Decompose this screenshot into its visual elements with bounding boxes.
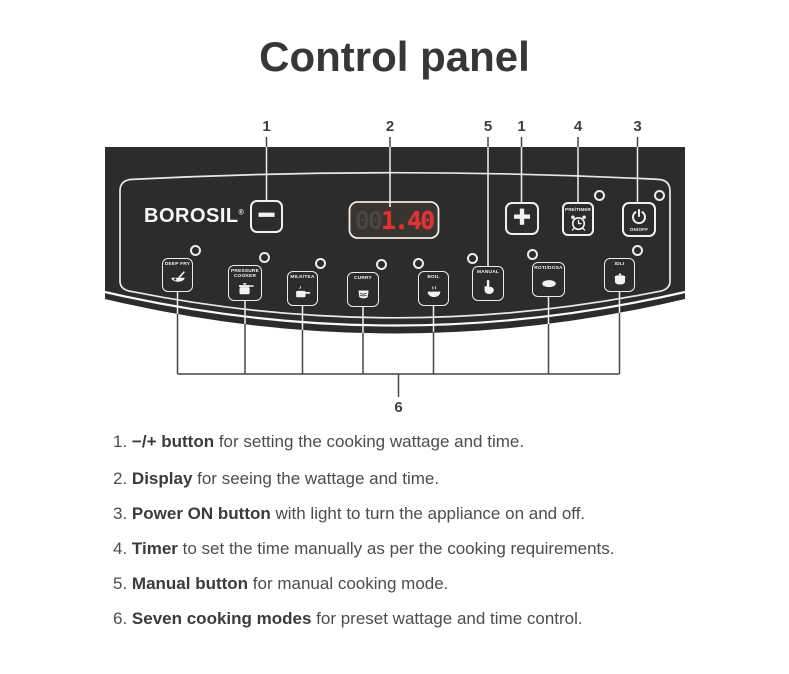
legend-item-5 (113, 574, 448, 594)
display (352, 203, 436, 237)
mode-led-indicator (376, 259, 387, 270)
legend-bold: −/+ button (131, 432, 215, 451)
legend-num: 5. (113, 574, 128, 593)
legend-num: 1. (113, 432, 128, 451)
legend-num: 6. (113, 609, 128, 628)
legend-bold: Power ON button (131, 504, 271, 523)
mode-button-label: MANUAL (477, 269, 499, 275)
mode-button-label: PRESSURE COOKER (231, 268, 259, 280)
plus-icon: + (512, 204, 532, 230)
legend-num: 4. (113, 539, 128, 558)
mode-led-indicator (315, 258, 326, 269)
mode-led-indicator (632, 245, 643, 256)
legend-item-1 (113, 432, 524, 452)
brand-text: BOROSIL (144, 205, 239, 227)
legend-item-2 (113, 469, 439, 489)
pressure-cooker-icon (235, 280, 256, 299)
legend-text: for manual cooking mode. (248, 574, 449, 593)
mode-button-roti-dosa[interactable] (532, 262, 565, 297)
legend-bold: Manual button (131, 574, 249, 593)
page-title: Control panel (259, 33, 530, 80)
roti-dosa-icon (538, 271, 560, 295)
manual-hand-icon (479, 275, 497, 299)
callout-number: 3 (633, 118, 642, 135)
mode-button-deep-fry[interactable] (162, 258, 193, 292)
mode-button-boil[interactable] (418, 271, 449, 306)
mode-button-idli[interactable] (604, 258, 635, 292)
display-dim-digits: 00 (354, 205, 381, 235)
legend-text: to set the time manually as per the cooking requirements. (177, 539, 615, 558)
mode-button-label: IDLI (614, 261, 625, 267)
curry-icon (354, 281, 373, 305)
power-icon (630, 208, 648, 226)
alarm-clock-icon (568, 212, 589, 233)
legend-item-4 (113, 539, 614, 559)
minus-icon: − (256, 202, 277, 228)
power-button[interactable] (622, 202, 656, 237)
legend-text: for setting the cooking wattage and time. (214, 432, 525, 451)
mode-button-label: ROTI/DOSA (534, 265, 563, 271)
mode-button-label: DEEP FRY (164, 261, 191, 267)
milk-tea-icon (292, 280, 313, 304)
power-led-indicator (654, 190, 665, 201)
mode-led-indicator (259, 252, 270, 263)
legend-text: for preset wattage and time control. (311, 609, 583, 628)
callout-number: 2 (385, 118, 395, 135)
pre-timer-label: PRE/TIMER (565, 207, 591, 212)
pre-timer-button[interactable] (562, 202, 594, 236)
mode-button-label: BOIL (427, 274, 440, 280)
mode-button-label: CURRY (354, 275, 372, 281)
idli-icon (610, 267, 630, 290)
legend-num: 3. (113, 504, 128, 523)
legend-bold: Timer (131, 539, 178, 558)
legend-bold: Display (131, 469, 193, 488)
legend-item-3 (113, 504, 585, 524)
callout-number: 1 (262, 118, 271, 135)
minus-button[interactable] (250, 200, 283, 233)
power-button-label: ON/OFF (629, 226, 649, 232)
brand-logo (144, 205, 244, 228)
callout-number: 5 (483, 118, 493, 135)
mode-led-indicator (527, 249, 538, 260)
legend-num: 2. (113, 469, 128, 488)
mode-button-curry[interactable] (347, 272, 379, 307)
callout-number: 4 (573, 118, 583, 135)
deep-fry-icon (168, 267, 188, 290)
display-value: 1.40 (380, 205, 434, 235)
mode-button-pressure-cooker[interactable] (228, 265, 262, 301)
legend-text: for seeing the wattage and time. (192, 469, 440, 488)
mode-button-milk-tea[interactable] (287, 271, 318, 306)
mode-button-label: MILK/TEA (290, 274, 315, 280)
callout-number: 1 (517, 118, 526, 135)
callout-number-6: 6 (394, 399, 403, 416)
mode-led-indicator (467, 253, 478, 264)
mode-led-indicator (190, 245, 201, 256)
mode-led-indicator (413, 258, 424, 269)
pre-timer-led-indicator (594, 190, 605, 201)
legend-bold: Seven cooking modes (131, 609, 312, 628)
callout-lines-top-dark (267, 137, 638, 148)
boil-icon (424, 280, 444, 304)
legend-item-6 (113, 609, 583, 629)
registered-mark: ® (238, 209, 245, 217)
plus-button[interactable] (505, 202, 539, 235)
panel-body (105, 147, 685, 334)
legend-text: with light to turn the appliance on and off. (270, 504, 586, 523)
mode-button-manual[interactable] (472, 266, 504, 301)
